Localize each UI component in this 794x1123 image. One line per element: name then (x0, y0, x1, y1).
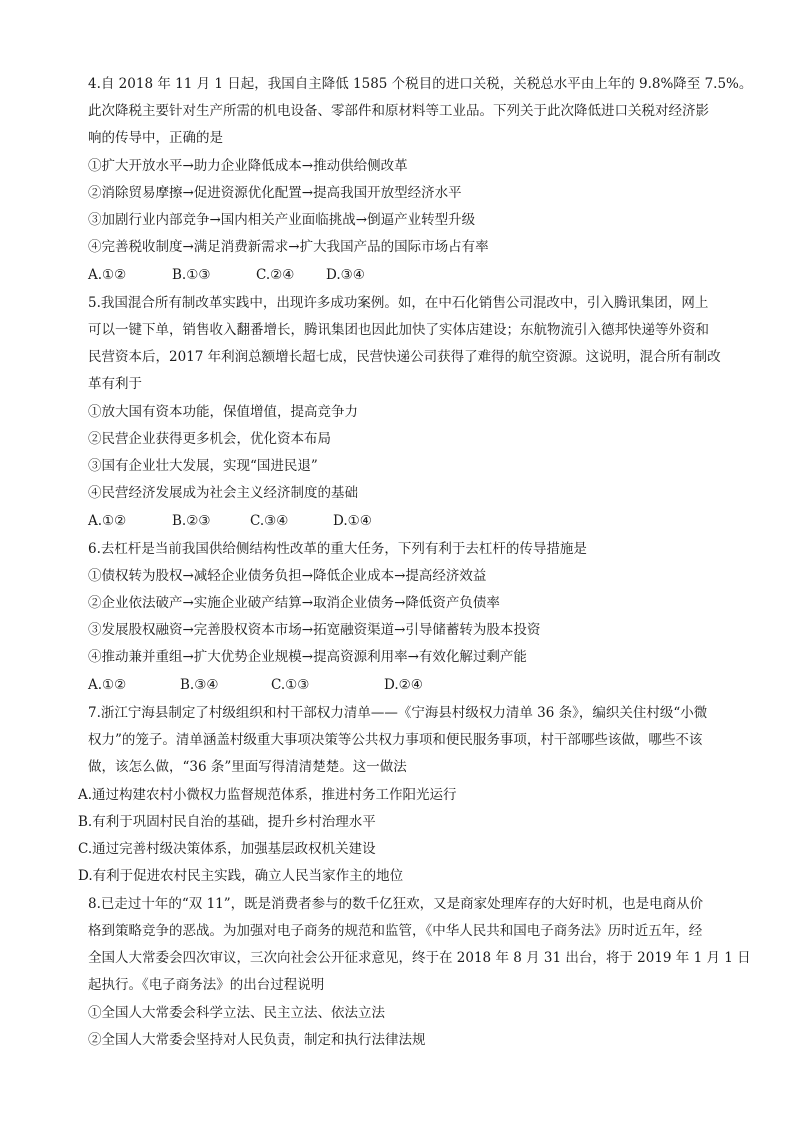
q4-option-4: ④完善税收制度→满足消费新需求→扩大我国产品的国际市场占有率 (88, 239, 489, 255)
q4-choice-c: C.②④ (256, 267, 295, 283)
q8-stem-line-3: 全国人大常委会四次审议，三次向社会公开征求意见，终于在 2018 年 8 月 31 出台，将于 2019 年 1 月 1 日 (88, 950, 751, 966)
q5-stem-line-3: 民营资本后，2017 年利润总额增长超七成，民营快递公司获得了难得的航空资源。这说明，混合所有制改 (88, 349, 721, 365)
q6-stem-line-1: 6.去杠杆是当前我国供给侧结构性改革的重大任务，下列有利于去杠杆的传导措施是 (88, 541, 587, 557)
q8-option-2: ②全国人大常委会坚持对人民负责，制定和执行法律法规 (88, 1032, 426, 1048)
q7-option-c: C.通过完善村级决策体系，加强基层政权机关建设 (78, 841, 376, 857)
q7-stem-line-3: 做，该怎么做，“36 条”里面写得清清楚楚。这一做法 (88, 759, 407, 775)
q6-option-1: ①债权转为股权→减轻企业债务负担→降低企业成本→提高经济效益 (88, 568, 487, 584)
q5-choice-b: B.②③ (172, 513, 211, 529)
q6-choice-a: A.①② (88, 677, 127, 693)
q7-option-a: A.通过构建农村小微权力监督规范体系，推进村务工作阳光运行 (78, 787, 457, 803)
q6-choice-d: D.②④ (384, 677, 423, 693)
q5-option-3: ③国有企业壮大发展，实现“国进民退” (88, 458, 318, 474)
q7-option-d: D.有利于促进农村民主实践，确立人民当家作主的地位 (78, 868, 404, 884)
q7-stem-line-1: 7.浙江宁海县制定了村级组织和村干部权力清单——《宁海县村级权力清单 36 条》，编织关住村级“小微 (88, 705, 708, 721)
q4-option-1: ①扩大开放水平→助力企业降低成本→推动供给侧改革 (88, 158, 408, 174)
q4-choice-a: A.①② (88, 267, 127, 283)
q5-option-2: ②民营企业获得更多机会，优化资本布局 (88, 431, 331, 447)
q5-option-4: ④民营经济发展成为社会主义经济制度的基础 (88, 485, 358, 501)
q5-stem-line-1: 5.我国混合所有制改革实践中，出现许多成功案例。如，在中石化销售公司混改中，引入腾讯集团，网上 (88, 295, 709, 311)
q4-option-3: ③加剧行业内部竞争→国内相关产业面临挑战→倒逼产业转型升级 (88, 212, 476, 228)
q5-option-1: ①放大国有资本功能，保值增值，提高竞争力 (88, 404, 358, 420)
q8-stem-line-4: 起执行。《电子商务法》的出台过程说明 (88, 977, 325, 993)
q5-choice-d: D.①④ (333, 513, 372, 529)
q4-choice-b: B.①③ (172, 267, 211, 283)
q7-stem-line-2: 权力”的笼子。清单涵盖村级重大事项决策等公共权力事项和便民服务事项，村干部哪些该做，哪些不该 (88, 732, 703, 748)
q6-option-4: ④推动兼并重组→扩大优势企业规模→提高资源利用率→有效化解过剩产能 (88, 649, 527, 665)
q4-choice-d: D.③④ (326, 267, 365, 283)
q5-stem-line-2: 可以一键下单，销售收入翻番增长，腾讯集团也因此加快了实体店建设；东航物流引入德邦快递等外资和 (88, 322, 709, 338)
q5-choice-a: A.①② (88, 513, 127, 529)
q4-stem-line-2: 此次降税主要针对生产所需的机电设备、零部件和原材料等工业品。下列关于此次降低进口关税对经济影 (88, 103, 709, 119)
q4-option-2: ②消除贸易摩擦→促进资源优化配置→提高我国开放型经济水平 (88, 185, 462, 201)
q5-stem-line-4: 革有利于 (88, 376, 142, 392)
q4-stem-line-3: 响的传导中，正确的是 (88, 130, 223, 146)
q6-choice-b: B.③④ (180, 677, 219, 693)
q6-option-3: ③发展股权融资→完善股权资本市场→拓宽融资渠道→引导储蓄转为股本投资 (88, 622, 541, 638)
q5-choice-c: C.③④ (250, 513, 289, 529)
q6-choice-c: C.①③ (271, 677, 310, 693)
q7-option-b: B.有利于巩固村民自治的基础，提升乡村治理水平 (78, 814, 376, 830)
q8-stem-line-1: 8.已走过十年的“双 11”，既是消费者参与的数千亿狂欢，又是商家处理库存的大好时机，也是电商从价 (88, 896, 704, 912)
q8-stem-line-2: 格到策略竞争的恶战。为加强对电子商务的规范和监管，《中华人民共和国电子商务法》历时近五年，经 (88, 923, 703, 939)
q8-option-1: ①全国人大常委会科学立法、民主立法、依法立法 (88, 1005, 385, 1021)
q4-stem-line-1: 4.自 2018 年 11 月 1 日起，我国自主降低 1585 个税目的进口关税，关税总水平由上年的 9.8%降至 7.5%。 (88, 76, 753, 92)
q6-option-2: ②企业依法破产→实施企业破产结算→取消企业债务→降低资产负债率 (88, 595, 500, 611)
